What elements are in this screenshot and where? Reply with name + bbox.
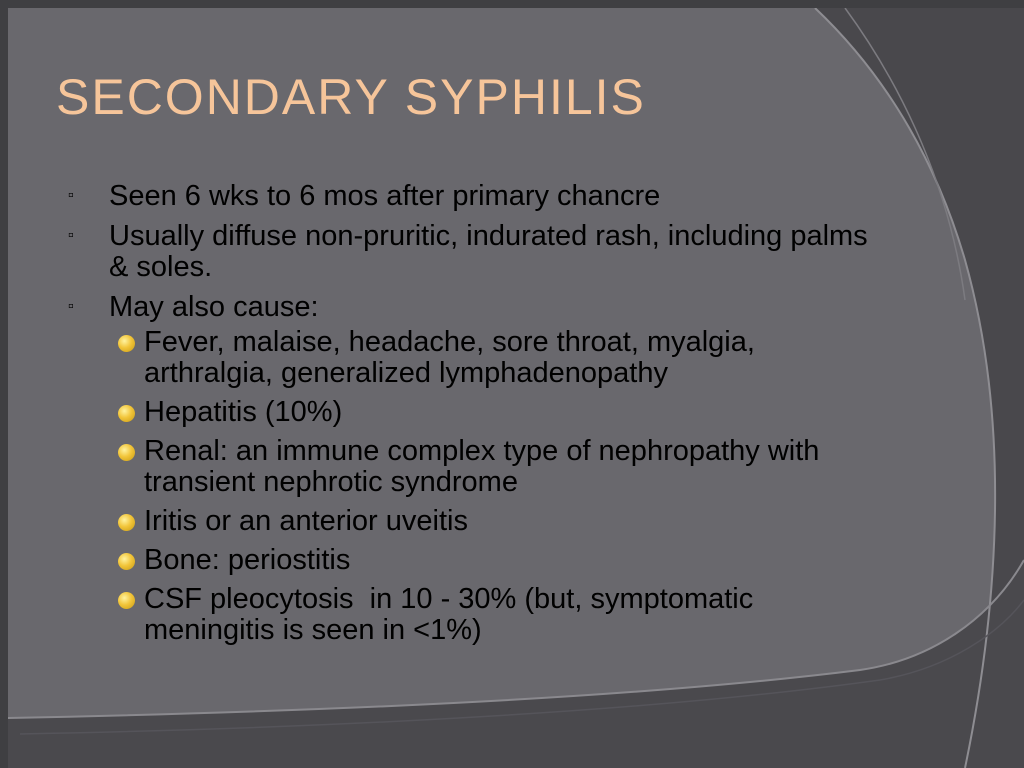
sub-list-item-text: Renal: an immune complex type of nephropathy with transient nephrotic syndrome xyxy=(144,435,820,498)
slide-title: SECONDARY SYPHILIS xyxy=(56,69,646,125)
list-item xyxy=(60,292,890,323)
round-bullet-icon xyxy=(118,592,135,609)
sub-list-item xyxy=(60,506,890,537)
list-item-text: Seen 6 wks to 6 mos after primary chancre xyxy=(109,180,661,212)
round-bullet-icon xyxy=(118,444,135,461)
sub-list-item xyxy=(60,327,890,389)
square-bullet-icon: ▫ xyxy=(68,298,74,315)
square-bullet-icon: ▫ xyxy=(68,227,74,244)
round-bullet-icon xyxy=(118,514,135,531)
list-item xyxy=(60,221,890,283)
sub-list-item xyxy=(60,436,890,498)
sub-list-item-text: Hepatitis (10%) xyxy=(144,396,343,428)
sub-list-item xyxy=(60,584,890,646)
list-item xyxy=(60,181,890,212)
sub-list-item xyxy=(60,397,890,428)
sub-list-item-text: CSF pleocytosis in 10 - 30% (but, symptomatic meningitis is seen in <1%) xyxy=(144,583,762,646)
round-bullet-icon xyxy=(118,553,135,570)
sub-list-item-text: Iritis or an anterior uveitis xyxy=(144,505,468,537)
round-bullet-icon xyxy=(118,405,135,422)
square-bullet-icon: ▫ xyxy=(68,187,74,204)
sub-list-item xyxy=(60,545,890,576)
round-bullet-icon xyxy=(118,335,135,352)
list-item-text: Usually diffuse non-pruritic, indurated rash, including palms & soles. xyxy=(109,220,868,283)
sub-list xyxy=(60,327,890,646)
list-item-text: May also cause: xyxy=(109,291,319,323)
sub-list-item-text: Bone: periostitis xyxy=(144,544,351,576)
sub-list-item-text: Fever, malaise, headache, sore throat, myalgia, arthralgia, generalized lymphadenopathy xyxy=(144,326,755,389)
slide-body xyxy=(60,181,890,654)
